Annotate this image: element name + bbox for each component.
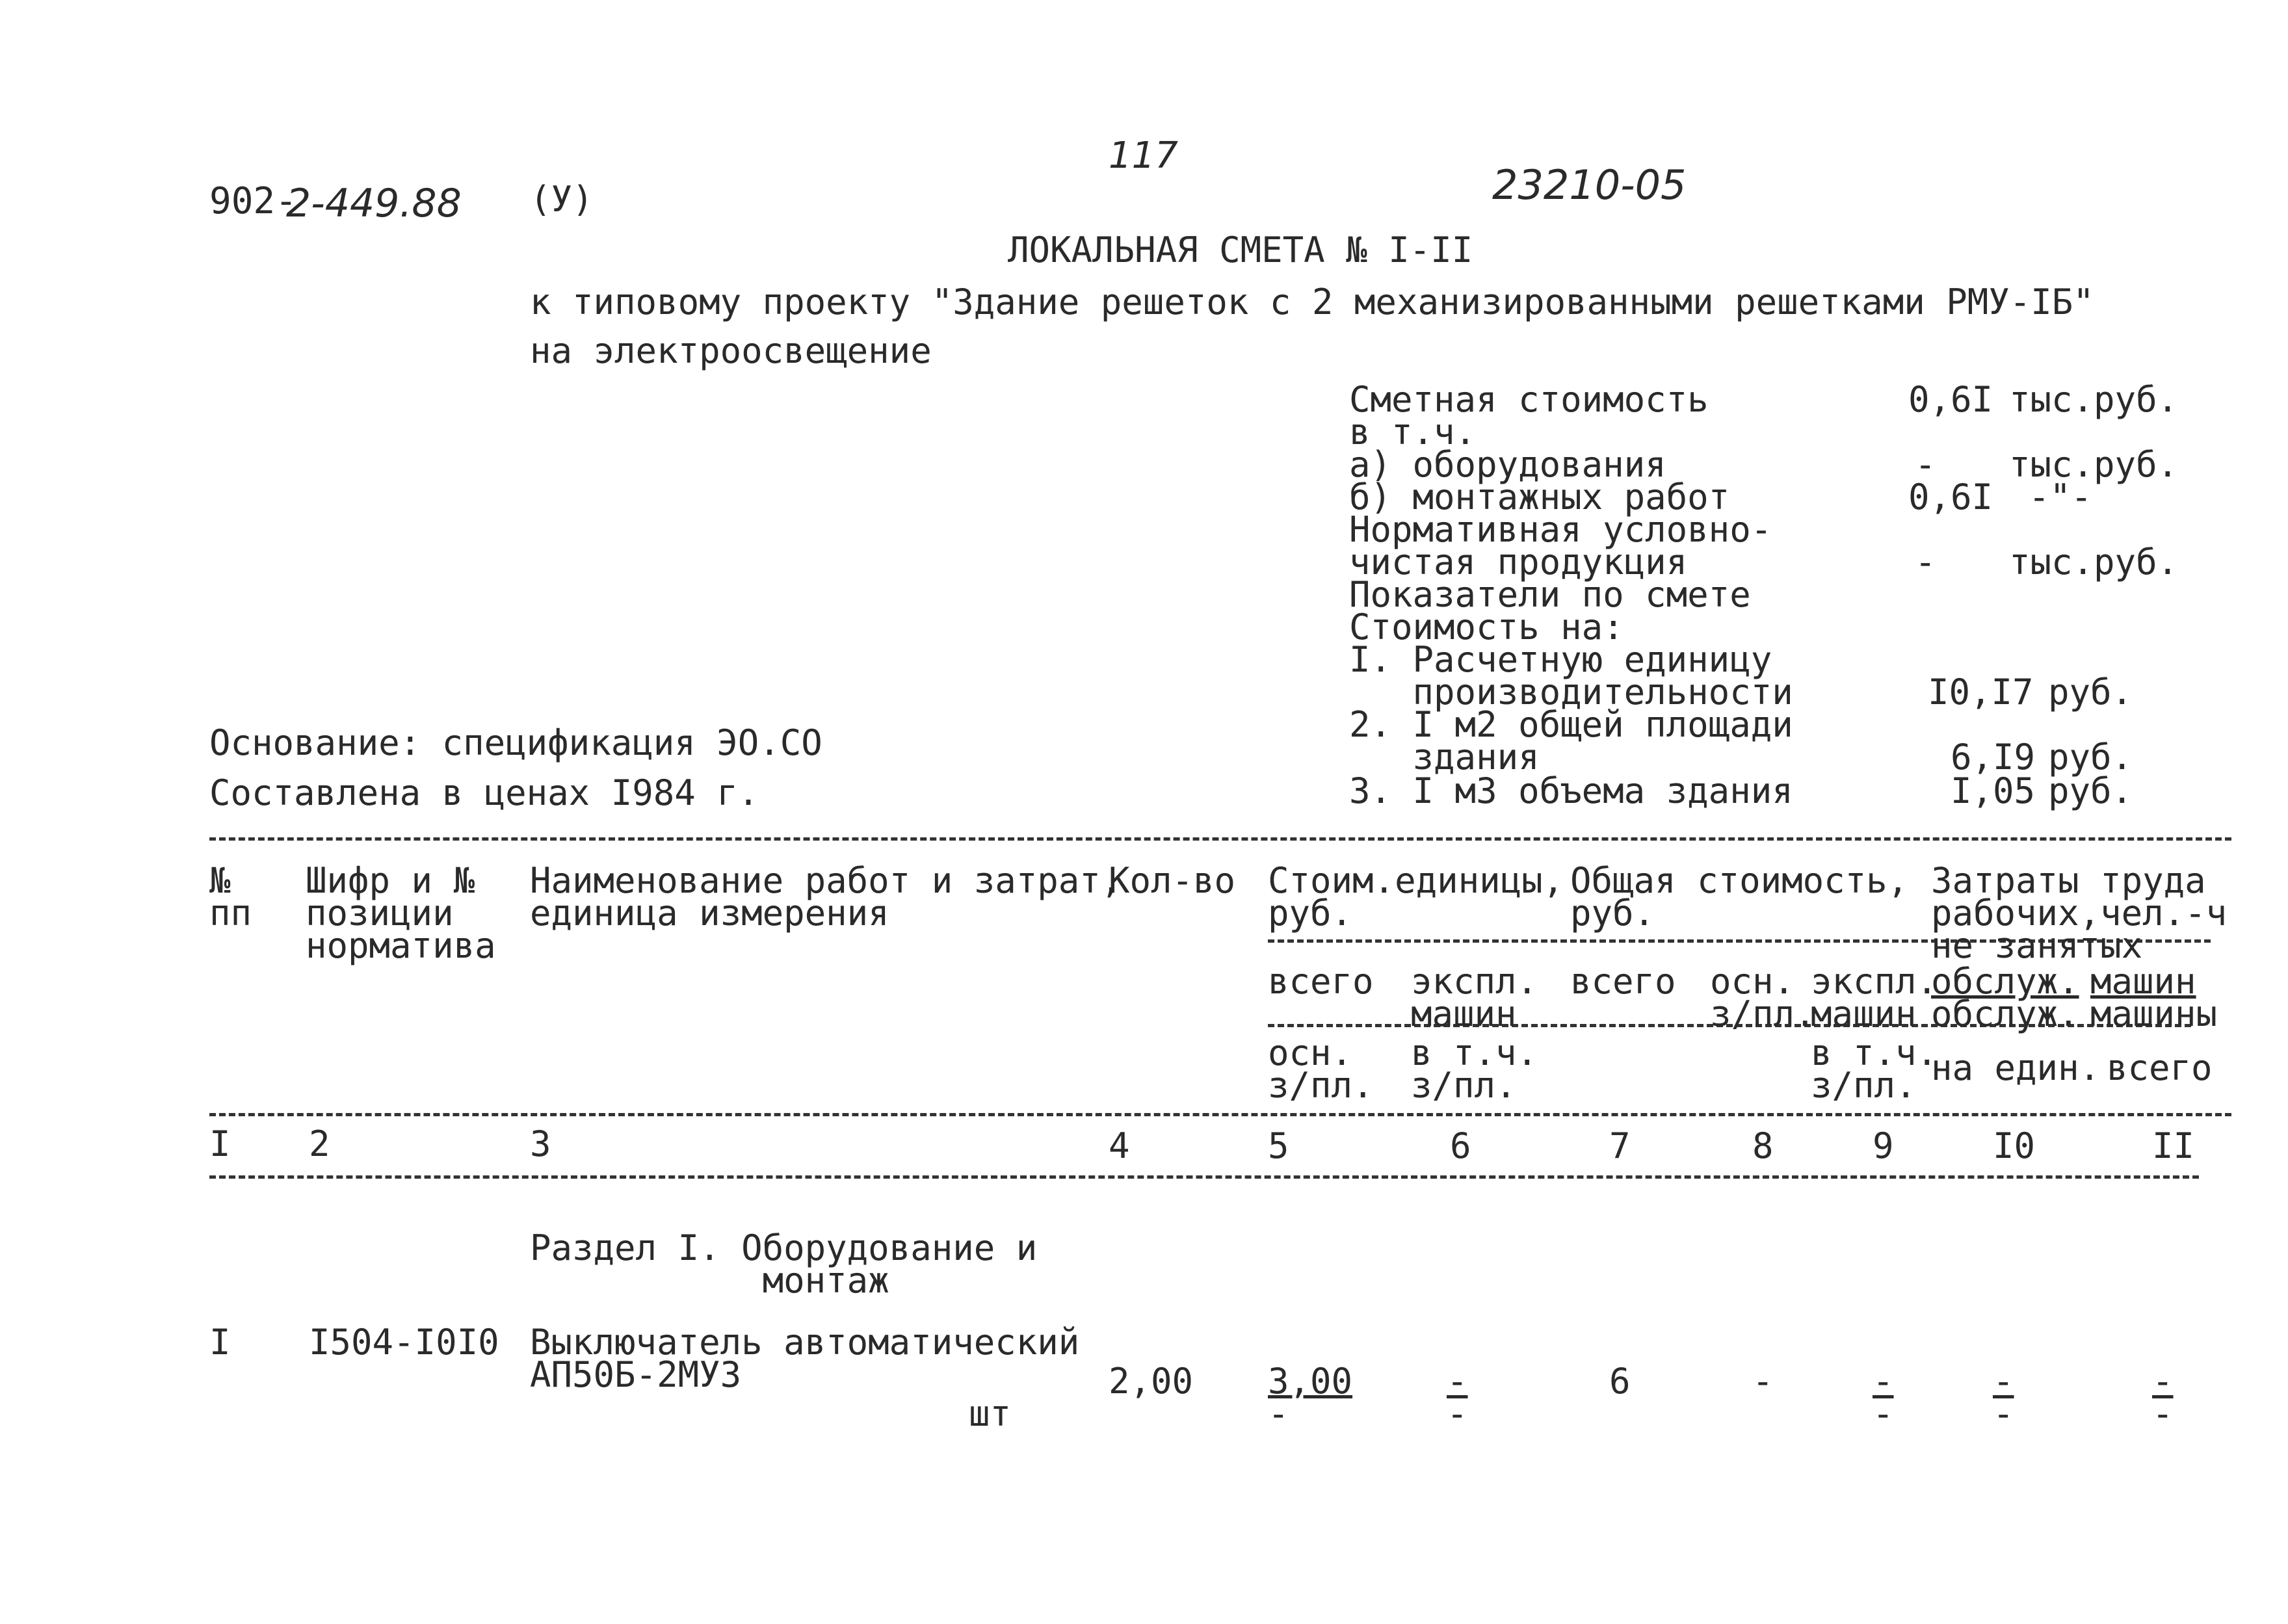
summary-value: 0,6I [1908,477,1993,517]
summary-unit: тыс.руб. [2009,444,2179,485]
sub-unit-all: всего [1268,961,1374,1002]
summary-unit: руб. [2048,737,2133,778]
sub-total-expl: экспл. машин [1811,961,1938,1034]
row-total-all: 6 [1609,1361,1631,1402]
summary-label: чистая продукция [1349,542,1688,583]
sub-labor-mash-1: машин [2090,961,2196,1002]
page-number: 117 [1109,135,1178,177]
row-total-expl-sub: - [1873,1393,1894,1434]
sub-labor-obsl-2: обслуж. [1931,993,2079,1034]
inventory-number: 23210-05 [1492,161,1687,209]
summary-label: Показатели по смете [1349,574,1751,615]
summary-unit: -"- [2029,477,2092,517]
row-unit: шт [969,1393,1012,1434]
sub-labor-total: всего [2107,1047,2213,1088]
row-number: I [209,1322,231,1363]
summary-label: а) оборудования [1349,444,1666,485]
row-total-osn: - [1752,1361,1774,1402]
doc-code-handwritten: 2-449.88 [286,181,462,226]
summary-value: 6,I9 [1951,737,2036,778]
col-no-header: № пп [209,860,252,934]
row-labor-unit: - [1993,1361,2014,1402]
row-unit-expl: - [1447,1361,1468,1402]
purpose-line: на электроосвещение [530,330,932,371]
column-number: 3 [530,1123,551,1164]
row-labor-unit-sub: - [1993,1393,2014,1434]
column-number: 7 [1609,1125,1631,1166]
column-number: 5 [1268,1125,1289,1166]
column-number: I [209,1123,231,1164]
numbers-bottom-rule [209,1175,2199,1179]
summary-label: 3. I м3 объема здания [1349,770,1793,811]
summary-label: Стоимость на: [1349,607,1624,648]
summary-label: здания [1349,737,1540,778]
sub-labor-mash-2: машины [2090,993,2218,1034]
col-name-header: Наименование работ и затрат, единица измерения [530,860,1122,934]
row-name: Выключатель автоматический АП50Б-2МУЗ [530,1322,1080,1395]
summary-unit: тыс.руб. [2009,542,2179,583]
column-number: 6 [1450,1125,1471,1166]
row-total-expl: - [1873,1361,1894,1402]
col-total-cost-header: Общая стоимость, руб. [1570,860,1909,934]
sub-unit-expl-zp: в т.ч. з/пл. [1411,1032,1538,1106]
col-qty-header: Кол-во [1109,860,1236,901]
column-number: 8 [1752,1125,1774,1166]
sub-total-osn: осн. з/пл. [1710,961,1816,1034]
summary-value: - [1915,542,1936,583]
summary-label: I. Расчетную единицу [1349,639,1772,680]
column-number: 9 [1873,1125,1894,1166]
summary-unit: тыс.руб. [2009,379,2179,420]
basis-spec: Основание: спецификация ЭО.СО [209,722,822,763]
project-line: к типовому проекту "Здание решеток с 2 механизированными решетками РМУ-IБ" [530,282,2094,322]
summary-label: производительности [1349,672,1793,713]
summary-unit: руб. [2048,770,2133,811]
col-unit-cost-header: Стоим.единицы, руб. [1268,860,1564,934]
row-labor-total-sub: - [2152,1393,2174,1434]
summary-label: 2. I м2 общей площади [1349,704,1793,745]
sub-labor-obsl-1: обслуж. [1931,961,2079,1002]
header-bottom-rule [209,1113,2231,1116]
column-number: II [2152,1125,2195,1166]
summary-value: - [1915,444,1936,485]
estimate-title: ЛОКАЛЬНАЯ СМЕТА № I-II [1008,229,1473,270]
sub-total-all: всего [1570,961,1676,1002]
row-code: I504-I0I0 [309,1322,499,1363]
summary-label: Нормативная условно- [1349,509,1772,550]
section-heading: Раздел I. Оборудование и монтаж [530,1227,1038,1301]
col-labor-header: Затраты труда рабочих,чел.-ч не занятых [1931,860,2228,966]
summary-label: б) монтажных работ [1349,477,1730,517]
table-top-rule [209,837,2231,841]
summary-value: 0,6I [1908,379,1993,420]
summary-value: I0,I7 [1928,672,2034,713]
row-unit-total: 3,00 [1268,1361,1353,1402]
column-number: 4 [1109,1125,1130,1166]
sub-total-expl-zp: в т.ч. з/пл. [1811,1032,1938,1106]
row-qty: 2,00 [1109,1361,1194,1402]
sub-unit-expl: экспл. машин [1411,961,1538,1034]
sub-unit-osn: осн. з/пл. [1268,1032,1374,1106]
sub-labor-unit: на един. [1931,1047,2101,1088]
column-number: I0 [1993,1125,2036,1166]
summary-label: в т.ч. [1349,412,1477,452]
col-code-header: Шифр и № позиции норматива [306,860,496,966]
doc-suffix: (У) [530,179,594,220]
row-labor-total: - [2152,1361,2174,1402]
row-unit-total-sub: - [1268,1393,1289,1434]
summary-label: Сметная стоимость [1349,379,1709,420]
row-unit-expl-sub: - [1447,1393,1468,1434]
doc-code-printed: 902- [209,180,297,222]
basis-prices: Составлена в ценах I984 г. [209,772,759,813]
column-number: 2 [309,1123,330,1164]
summary-unit: руб. [2048,672,2133,713]
summary-value: I,05 [1951,770,2036,811]
